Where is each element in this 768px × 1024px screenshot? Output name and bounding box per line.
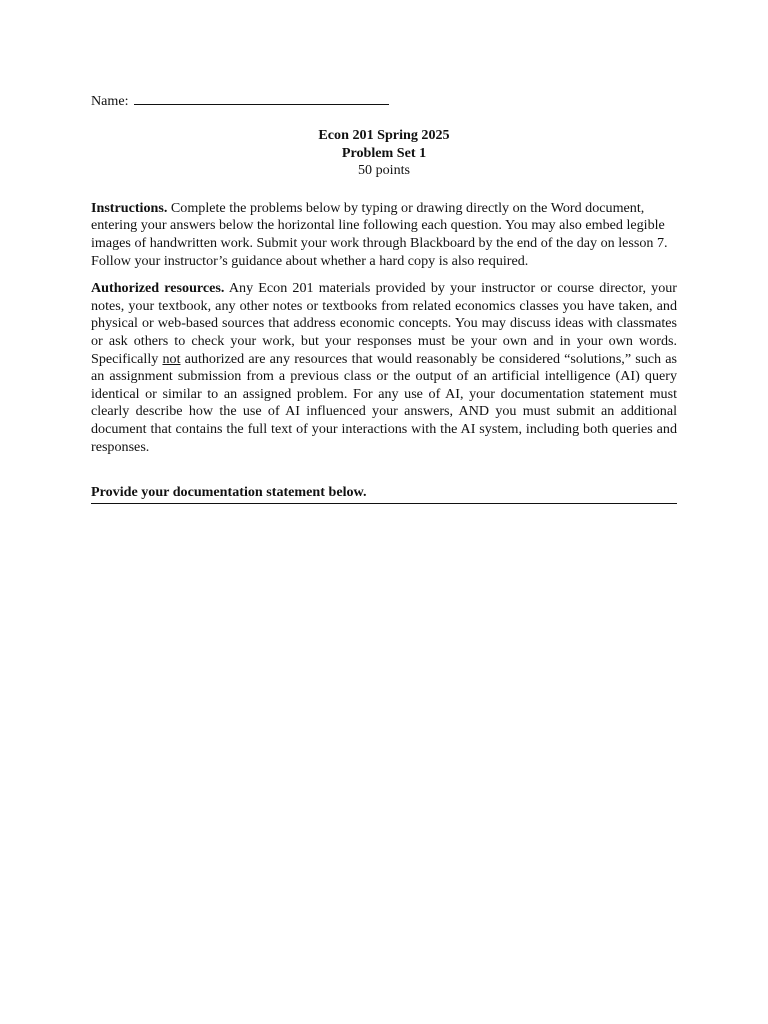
assignment-title: Problem Set 1: [341, 144, 427, 161]
name-line: [91, 90, 677, 110]
name-label: Name:: [91, 93, 129, 109]
course-title: Econ 201 Spring 2025: [318, 127, 450, 143]
document-body: [91, 90, 677, 504]
points-label: 50 points: [357, 162, 411, 179]
instructions-body: Complete the problems below by typing or drawing directly on the Word document, entering your answers below the horizontal line following each question. You may also embed legible images of handwritten work. Submit your work through Blackboard by the end of the day on lesson 7. Follow your instructor’s guidance about whether a hard copy is also required.: [91, 199, 668, 269]
authorized-resources-heading: Authorized resources.: [91, 280, 225, 297]
documentation-statement-prompt: Provide your documentation statement below.: [91, 484, 677, 504]
authorized-resources-body-part1: Any Econ 201 materials provided by your instructor or course director, your notes, your textbook, any other notes or textbooks from related economics classes you have taken, and physical or web-based sources that address economic concepts. You may discuss ideas with classmates or ask others to check your work, but your responses must be your own and in your own words. Specifically: [91, 280, 677, 367]
title-block: [91, 127, 677, 180]
name-blank-field[interactable]: [134, 90, 389, 105]
authorized-resources-paragraph: [91, 280, 677, 456]
authorized-resources-body-part2: authorized are any resources that would reasonably be considered “solutions,” such as an assignment submission from a previous class or the output of an artificial intelligence (AI) query identical or similar to an assigned problem. For any use of AI, your documentation statement must clearly describe how the use of AI influenced your answers, AND you must submit an additional document that contains the full text of your interactions with the AI system, including both queries and responses.: [91, 350, 677, 455]
underlined-not: not: [162, 350, 181, 367]
instructions-heading: Instructions.: [91, 199, 168, 216]
instructions-paragraph: [91, 200, 677, 270]
